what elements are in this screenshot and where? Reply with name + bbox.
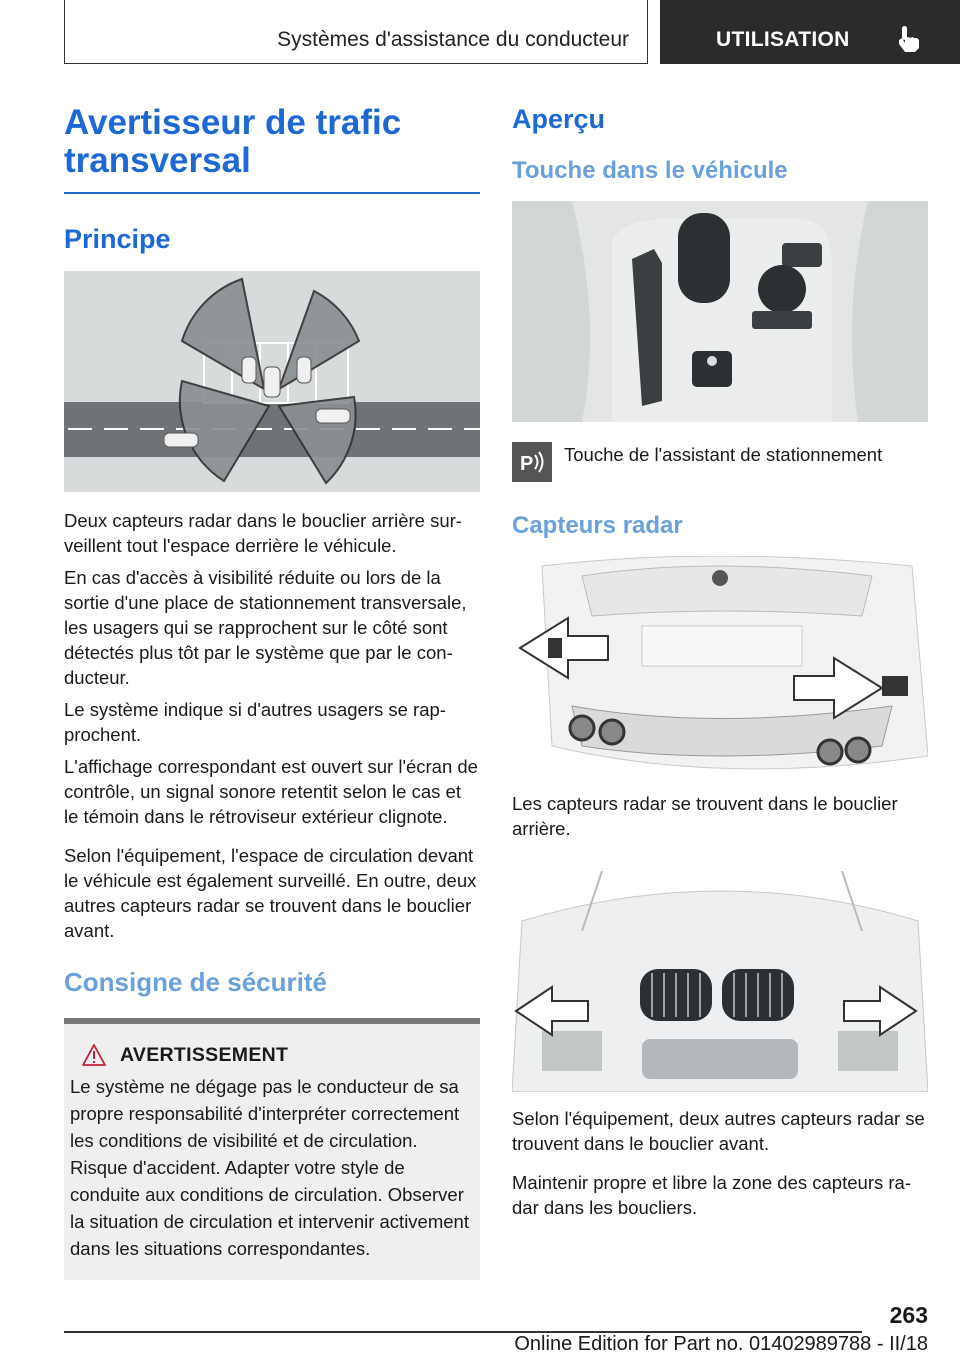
edition-footer: Online Edition for Part no. 01402989788 - II/18 — [514, 1333, 928, 1355]
button-legend-text: Touche de l'assistant de stationnement — [564, 444, 883, 465]
front-bumper-photo — [512, 871, 928, 1092]
warning-box — [64, 1018, 480, 1280]
title-rule — [64, 192, 480, 194]
svg-text:P: P — [520, 453, 534, 475]
warning-text: Le système ne dégage pas le conducteur de sa propre responsabilité d'interpréter correctement les conditions de visibilité et de circulation. Risque d'accident. Adapter votre style de conduite aux conditions de circulation. Observer la situation de circulation et intervenir activement dans les situations correspondantes. — [70, 1075, 469, 1259]
page-title: Avertisseur de trafic transversal — [64, 103, 402, 180]
left-column — [64, 104, 480, 1280]
page-number: 263 — [889, 1302, 928, 1328]
paragraph-5: Selon l'équipement, l'espace de circulation devant le véhicule est également surveillé. En outre, deux autres capteurs radar se trouvent dans le bouclier avant. — [64, 844, 477, 941]
header-section-box — [64, 0, 648, 64]
paragraph-2: En cas d'accès à visibilité réduite ou lors de la sortie d'une place de stationnement transversale, les usagers qui se rapprochent sur le côté sont détectés plus tôt par le système que par le conducteur. — [64, 566, 467, 688]
header-chapter-title: UTILISATION — [716, 28, 850, 51]
radar-heading: Capteurs radar — [512, 512, 683, 539]
radar-caption: Les capteurs radar se trouvent dans le bouclier arrière. — [512, 793, 898, 839]
rear-bumper-photo — [512, 556, 928, 777]
parking-assistant-button-icon — [512, 442, 552, 482]
right-column — [512, 104, 928, 1220]
header-chapter-box — [660, 0, 960, 64]
vehicle-console-photo — [512, 201, 928, 422]
cross-traffic-diagram — [64, 271, 480, 492]
principe-heading: Principe — [64, 223, 171, 254]
clean-caption: Maintenir propre et libre la zone des capteurs radar dans les boucliers. — [512, 1172, 911, 1218]
apercu-heading: Aperçu — [512, 104, 606, 134]
paragraph-4: L'affichage correspondant est ouvert sur l'écran de contrôle, un signal sonore retentit selon le cas et le témoin dans le rétroviseur extérieur clignote. — [64, 755, 478, 827]
front-caption: Selon l'équipement, deux autres capteurs radar se trouvent dans le bouclier avant. — [512, 1108, 925, 1154]
paragraph-1: Deux capteurs radar dans le bouclier arrière surveillent tout l'espace derrière le véhicule. — [64, 509, 462, 556]
paragraph-3: Le système indique si d'autres usagers se rapprochent. — [64, 698, 446, 745]
safety-heading: Consigne de sécurité — [64, 966, 327, 997]
warning-triangle-icon — [82, 1044, 106, 1066]
button-heading: Touche dans le véhicule — [512, 157, 788, 184]
header-section-title: Systèmes d'assistance du conducteur — [277, 28, 629, 51]
button-legend — [512, 442, 928, 482]
warning-title: AVERTISSEMENT — [120, 1043, 289, 1066]
hand-pointer-icon — [898, 26, 920, 52]
